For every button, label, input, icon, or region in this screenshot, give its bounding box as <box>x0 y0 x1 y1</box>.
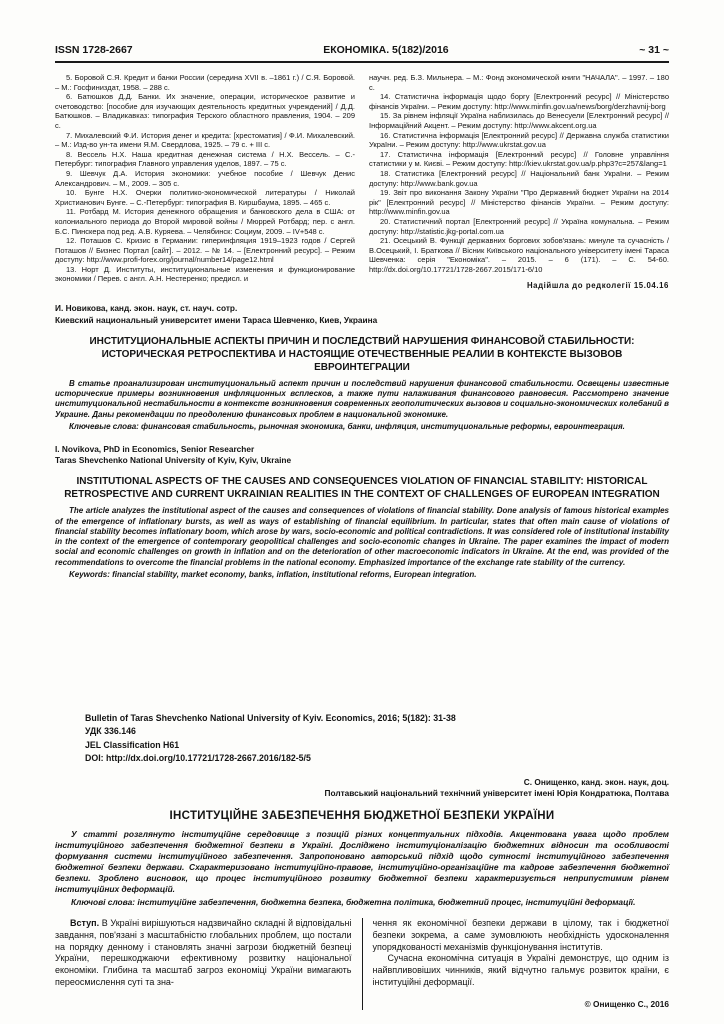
author-affiliation-en: Taras Shevchenko National University of Kyiv, Kyiv, Ukraine <box>55 455 292 466</box>
reference-item: 19. Звіт про виконання Закону України "Про Державний бюджет України на 2014 рік" [Електронний ресурс] // Міністерство фінансів України. – Режим доступу: http://www.minfin.gov.ua <box>369 188 669 217</box>
received-note: Надійшла до редколегії 15.04.16 <box>526 281 669 291</box>
jel-classification: JEL Classification H61 <box>85 739 180 750</box>
article-body <box>55 918 669 1010</box>
header-rule <box>55 61 669 63</box>
reference-item: 11. Ротбард М. История денежного обращения и банковского дела в США: от колониального периода до Второй мировой войны / Мюррей Ротбард; пер. с англ. Б.С. Пинскера под ред. А.В. Куряева. – Челябинск: Социум, 2009. – IV+548 с. <box>55 207 355 236</box>
author-block-en <box>55 444 669 466</box>
author-block-ru <box>55 303 669 325</box>
reference-item: 7. Михалевский Ф.И. История денег и кредита: [хрестоматия] / Ф.И. Михалевский. – М.: Изд-во ун-та имени Я.М. Свердлова, 1925. – 79 с. + III с. <box>55 130 355 150</box>
bulletin-citation: Bulletin of Taras Shevchenko National University of Kyiv. Economics, 2016; 5(182): 31-38 <box>85 713 456 724</box>
reference-item: 15. За рівнем інфляції Україна наблизилась до Венесуели [Електронний ресурс] // Інформаційний Акцент. – Режим доступу: http://www.akcent.org.ua <box>369 111 669 130</box>
references-section <box>55 73 669 291</box>
page-number: ~ 31 ~ <box>639 44 669 56</box>
keywords-ru: Ключевые слова: финансовая стабильность, рыночная экономика, банки, инфляция, институциональные реформы, евроинтеграция. <box>69 421 625 431</box>
reference-item: 21. Осецький В. Функції державних боргових зобов'язань: минуле та сучасність / В.Осецький, І. Браткова // Вісник Київського національного університету імені Тараса Шевченка: серія "Економіка". – 2015. – 6 (171). – С. 54-60. http://dx.doi.org/10.17721/1728-2667.2015/171-6/10 <box>369 236 669 274</box>
body-paragraph: чення як економічної безпеки держави в цілому, так і бюджетної безпеки зокрема, а саме зумовлюють необхідність удосконалення упорядкованості механізмів функціонування інститутів. <box>372 917 669 952</box>
issn-label: ISSN 1728-2667 <box>55 44 133 56</box>
reference-item: 18. Статистика [Електронний ресурс] // Національний банк України. – Режим доступу: http://www.bank.gov.ua <box>369 168 669 188</box>
page-header <box>55 44 669 56</box>
section-gap <box>55 580 669 712</box>
keywords-en: Keywords: financial stability, market economy, banks, inflation, institutional reforms, European integration. <box>69 569 477 579</box>
body-paragraph: Сучасна економічна ситуація в Україні демонструє, що одним із найвпливовіших чинників, який відчутно гальмує розвиток країни, є інституційні деформації. <box>372 953 669 988</box>
author-block-ua <box>55 777 669 799</box>
references-left-column <box>55 73 355 291</box>
article-title-en: INSTITUTIONAL ASPECTS OF THE CAUSES AND CONSEQUENCES VIOLATION OF FINANCIAL STABILITY: HISTORICAL RETROSPECTIVE AND CURRENT UKRAINIAN REALITIES IN THE CONTEXT OF CHALLENGES OF EUROPEAN INTEGRATION <box>64 476 660 501</box>
article-title-ru: ИНСТИТУЦИОНАЛЬНЫЕ АСПЕКТЫ ПРИЧИН И ПОСЛЕДСТВИЙ НАРУШЕНИЯ ФИНАНСОВОЙ СТАБИЛЬНОСТИ: ИСТОРИЧЕСКАЯ РЕТРОСПЕКТИВА И НАСТОЯЩИЕ ОТЕЧЕСТВЕННЫЕ РЕАЛИИ В КОНТЕКСТЕ ВЫЗОВОВ ЕВРОИНТЕГРАЦИИ <box>89 335 635 373</box>
reference-item: 13. Норт Д. Институты, институциональные изменения и функционирование экономики / Перев. с англ. А.Н. Нестеренко; предисл. и <box>55 264 355 284</box>
reference-item: 8. Вессель Н.Х. Наша кредитная денежная система / Н.Х. Вессель. – С.-Петербург: типография Главного управления уделов, 1897. – 75 с. <box>55 149 355 169</box>
abstract-en: The article analyzes the institutional aspect of the causes and consequences of violations of financial stability. Done analysis of famous historical examples of the emergence of inflationary bursts, as well as ways of establishing of financial equilibrium. In particular, states that often main cause of violations of financial stability becomes inflationary boom, which arose by wars, socio-economic and political contradictions. It was considered role of institutional instability in the context of the emergence of contemporary geopolitical challenges and socio-economic changes in Ukraine. The paper examines the impact of modern social and economic challenges on growth in inflation and on the deterioration of other macroeconomic indicators in Ukraine. At the end, was provided of the recommendations to overcome the financial problems in the national economy. Emphasized importance of the exchange rate stability of the currency. <box>55 506 669 567</box>
author-name-en: I. Novikova, PhD in Economics, Senior Researcher <box>55 443 255 454</box>
body-left-column <box>55 918 362 1010</box>
references-right-list <box>369 92 669 274</box>
reference-item: 16. Статистична інформація [Електронний ресурс] // Державна служба статистики України. – Режим доступу: http://www.ukrstat.gov.ua <box>369 130 669 150</box>
reference-item: 17. Статистична інформація [Електронний ресурс] // Головне управління статистики у м. Києві. – Режим доступу: http://kiev.ukrstat.gov.ua/p.php3?c=257&lang=1 <box>369 149 669 169</box>
article-title-ua: ІНСТИТУЦІЙНЕ ЗАБЕЗПЕЧЕННЯ БЮДЖЕТНОЇ БЕЗПЕКИ УКРАЇНИ <box>169 810 555 823</box>
abstract-ru: В статье проанализирован институциональный аспект причин и последствий нарушения финансовой стабильности. Освещены известные исторические примеры возникновения инфляционных всплесков, а также пути налаживания финансового равновесия. Рассмотрено значение институциональной нестабильности в контексте возникновения современных геополитических вызовов и социально-экономических колебаний в Украине. Даны рекомендации по преодолению финансовых проблем в национальной экономике. <box>55 378 669 419</box>
reference-item: 9. Шевчук Д.А. История экономики: учебное пособие / Шевчук Денис Александрович. – М., 2009. – 305 с. <box>55 168 355 188</box>
reference-item: 20. Статистичний портал [Електронний ресурс] // Україна комунальна. – Режим доступу: http://statistic.jkg-portal.com.ua <box>369 216 669 236</box>
keywords-ua: Ключові слова: інституційне забезпечення, бюджетна безпека, бюджетна політика, бюджетний процес, інституційні деформації. <box>71 896 636 907</box>
author-name-ru: И. Новикова, канд. экон. наук, ст. науч. сотр. <box>55 303 238 314</box>
udc-code: УДК 336.146 <box>85 726 136 737</box>
body-text-left: В Україні вирішуються надзвичайно складні й відповідальні завдання, пов'язані з масштабністю глобальних проблем, що постали на порядку денному і становлять значні загрози бюджетній безпеці України, перешкоджаючи ефективному розвитку національної економіки. Глибина та масштаб загроз економіці України вимагають переосмислення суті та зна- <box>55 917 352 988</box>
author-name-ua: С. Онищенко, канд. экон. наук, доц. <box>523 777 669 788</box>
journal-issue-label: ЕКОНОМІКА. 5(182)/2016 <box>323 44 449 56</box>
copyright-notice: © Онищенко С., 2016 <box>584 999 669 1010</box>
reference-item: 10. Бунге Н.Х. Очерки политико-экономической литературы / Николай Христианович Бунге. – С.-Петербург: типография В. Киршбаума, 1895. – 465 с. <box>55 188 355 207</box>
references-right-column <box>369 73 669 291</box>
reference-item: 6. Батюшков Д.Д. Банки. Их значение, операции, историческое развитие и счетоводство: [пособие для изучающих деятельность кредитных учреждений] / Д.Д. Батюшков. – Владикавказ: типография Терского областного правления, 1904. – 209 с. <box>55 92 355 130</box>
reference-continuation: научн. ред. Б.З. Мильнера. – М.: Фонд экономической книги "НАЧАЛА". – 1997. – 180 с. <box>369 73 669 92</box>
body-paragraph <box>55 918 352 989</box>
abstract-ua: У статті розглянуто інституційне середовище з позицій різних концептуальних підходів. Акцентована увага щодо проблем інституційного забезпечення бюджетної безпеки в Україні. Досліджено інституціоналізацію бюджетних відносин та особливості формування системи інституційного забезпечення. Запропоновано авторський підхід щодо сутності інституційного забезпечення бюджетної безпеки держави. Схарактеризовано інституційно-правове, інституційно-організаційне та кадрове забезпечення бюджетної безпеки. Зроблено висновок, що процес інституційного розвитку бюджетної безпеки характеризується неприпустимим рівнем інституційних деформацій. <box>55 829 669 894</box>
intro-label: Вступ. <box>70 917 100 928</box>
citation-block <box>55 712 669 765</box>
doi-link: DOI: http://dx.doi.org/10.17721/1728-2667.2016/182-5/5 <box>85 752 311 763</box>
reference-item: 14. Статистична інформація щодо боргу [Електронний ресурс] // Міністерство фінансів України. – Режим доступу: http://www.minfin.gov.ua/news/borg/derzhavnij-borg <box>369 92 669 111</box>
body-right-column <box>363 918 670 1010</box>
author-affiliation-ru: Киевский национальный университет имени Тараса Шевченко, Киев, Украина <box>55 314 378 325</box>
reference-item: 5. Боровой С.Я. Кредит и банки России (середина XVII в. –1861 г.) / С.Я. Боровой. – М.: Госфиниздат, 1958. – 288 с. <box>55 73 355 92</box>
reference-item: 12. Поташов С. Кризис в Германии: гиперинфляция 1919–1923 годов / Сергей Поташов // Бизнес Портал [сайт]. – 2012. – № 14. – [Електронний ресурс]. – Режим доступу: http://www.profi-forex.org/journal/number14/page12.html <box>55 236 355 265</box>
author-affiliation-ua: Полтавський національний технічний університет імені Юрія Кондратюка, Полтава <box>324 788 669 799</box>
